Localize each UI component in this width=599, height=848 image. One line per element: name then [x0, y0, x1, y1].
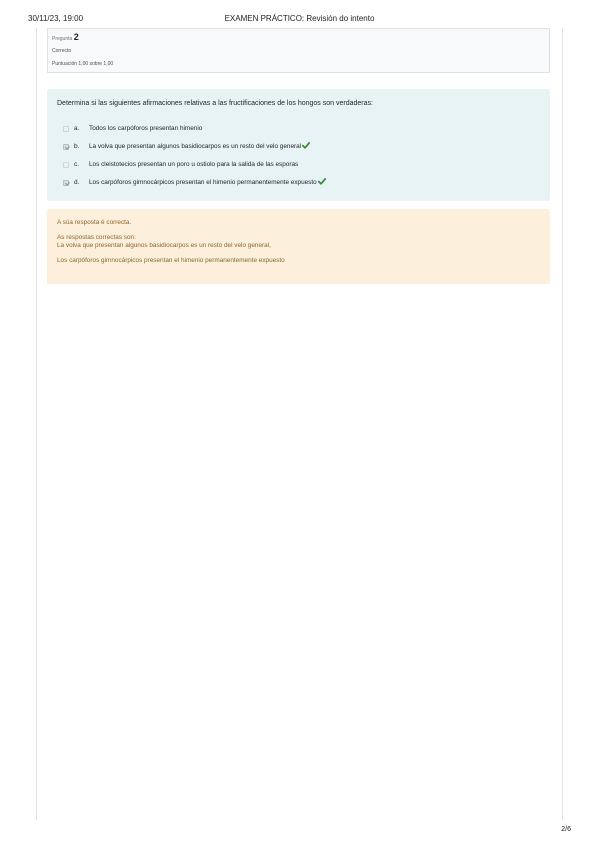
- answer-option-b: [57, 141, 540, 153]
- question-outcome: [47, 209, 550, 284]
- answer-text: La volva que presentan algunos basidiocarpos es un resto del velo general: [89, 141, 310, 153]
- print-title: EXAMEN PRÁCTICO: Revisión do intento: [224, 14, 375, 23]
- question-text: Determina si las siguientes afirmaciones relativas a las fructificaciones de los hongos son verdaderas:: [57, 100, 373, 107]
- question-grade: Puntuación 1,00 sobre 1,00: [52, 61, 114, 67]
- answer-letter: a.: [74, 125, 80, 132]
- answer-checkbox-d[interactable]: [63, 180, 69, 186]
- page-number: 2/6: [561, 826, 571, 833]
- page-frame-right: [562, 28, 563, 820]
- print-date: 30/11/23, 19:00: [28, 14, 84, 23]
- question-number: 2: [73, 32, 79, 42]
- answer-option-d: [57, 177, 540, 189]
- right-answer-2: Los carpóforos gimnocárpicos presentan el himenio permanentemente expuesto: [57, 257, 285, 264]
- answer-checkbox-b[interactable]: [63, 144, 69, 150]
- question-formulation: [47, 89, 550, 201]
- answer-letter: c.: [74, 161, 79, 168]
- answer-option-a: [57, 123, 540, 135]
- question-label: Pregunta: [52, 36, 73, 42]
- answer-letter: d.: [74, 179, 80, 186]
- correct-check-icon: [318, 178, 326, 185]
- correct-check-icon: [302, 142, 310, 149]
- answer-checkbox-a[interactable]: [63, 126, 69, 132]
- right-answer-1: La volva que presentan algunos basidiocarpos es un resto del velo general,: [57, 242, 271, 249]
- outcome-feedback: A súa resposta é correcta.: [57, 219, 132, 226]
- question-state: Correcto: [52, 48, 72, 54]
- answer-text: Todos los carpóforos presentan himenio: [89, 125, 203, 132]
- page-frame-left: [36, 28, 37, 820]
- question-number-line: [52, 33, 545, 44]
- print-header: [28, 14, 571, 26]
- question-info-box: [47, 28, 550, 73]
- answer-option-c: [57, 159, 540, 171]
- answer-letter: b.: [74, 143, 80, 150]
- answer-text: Los cleistotecios presentan un poro u ostiolo para la salida de las esporas: [89, 161, 299, 168]
- right-answer-label: As respostas correctas son:: [57, 234, 136, 241]
- answer-text: Los carpóforos gimnocárpicos presentan el himenio permanentemente expuesto: [89, 177, 326, 189]
- answer-list: [57, 123, 540, 189]
- answer-checkbox-c[interactable]: [63, 162, 69, 168]
